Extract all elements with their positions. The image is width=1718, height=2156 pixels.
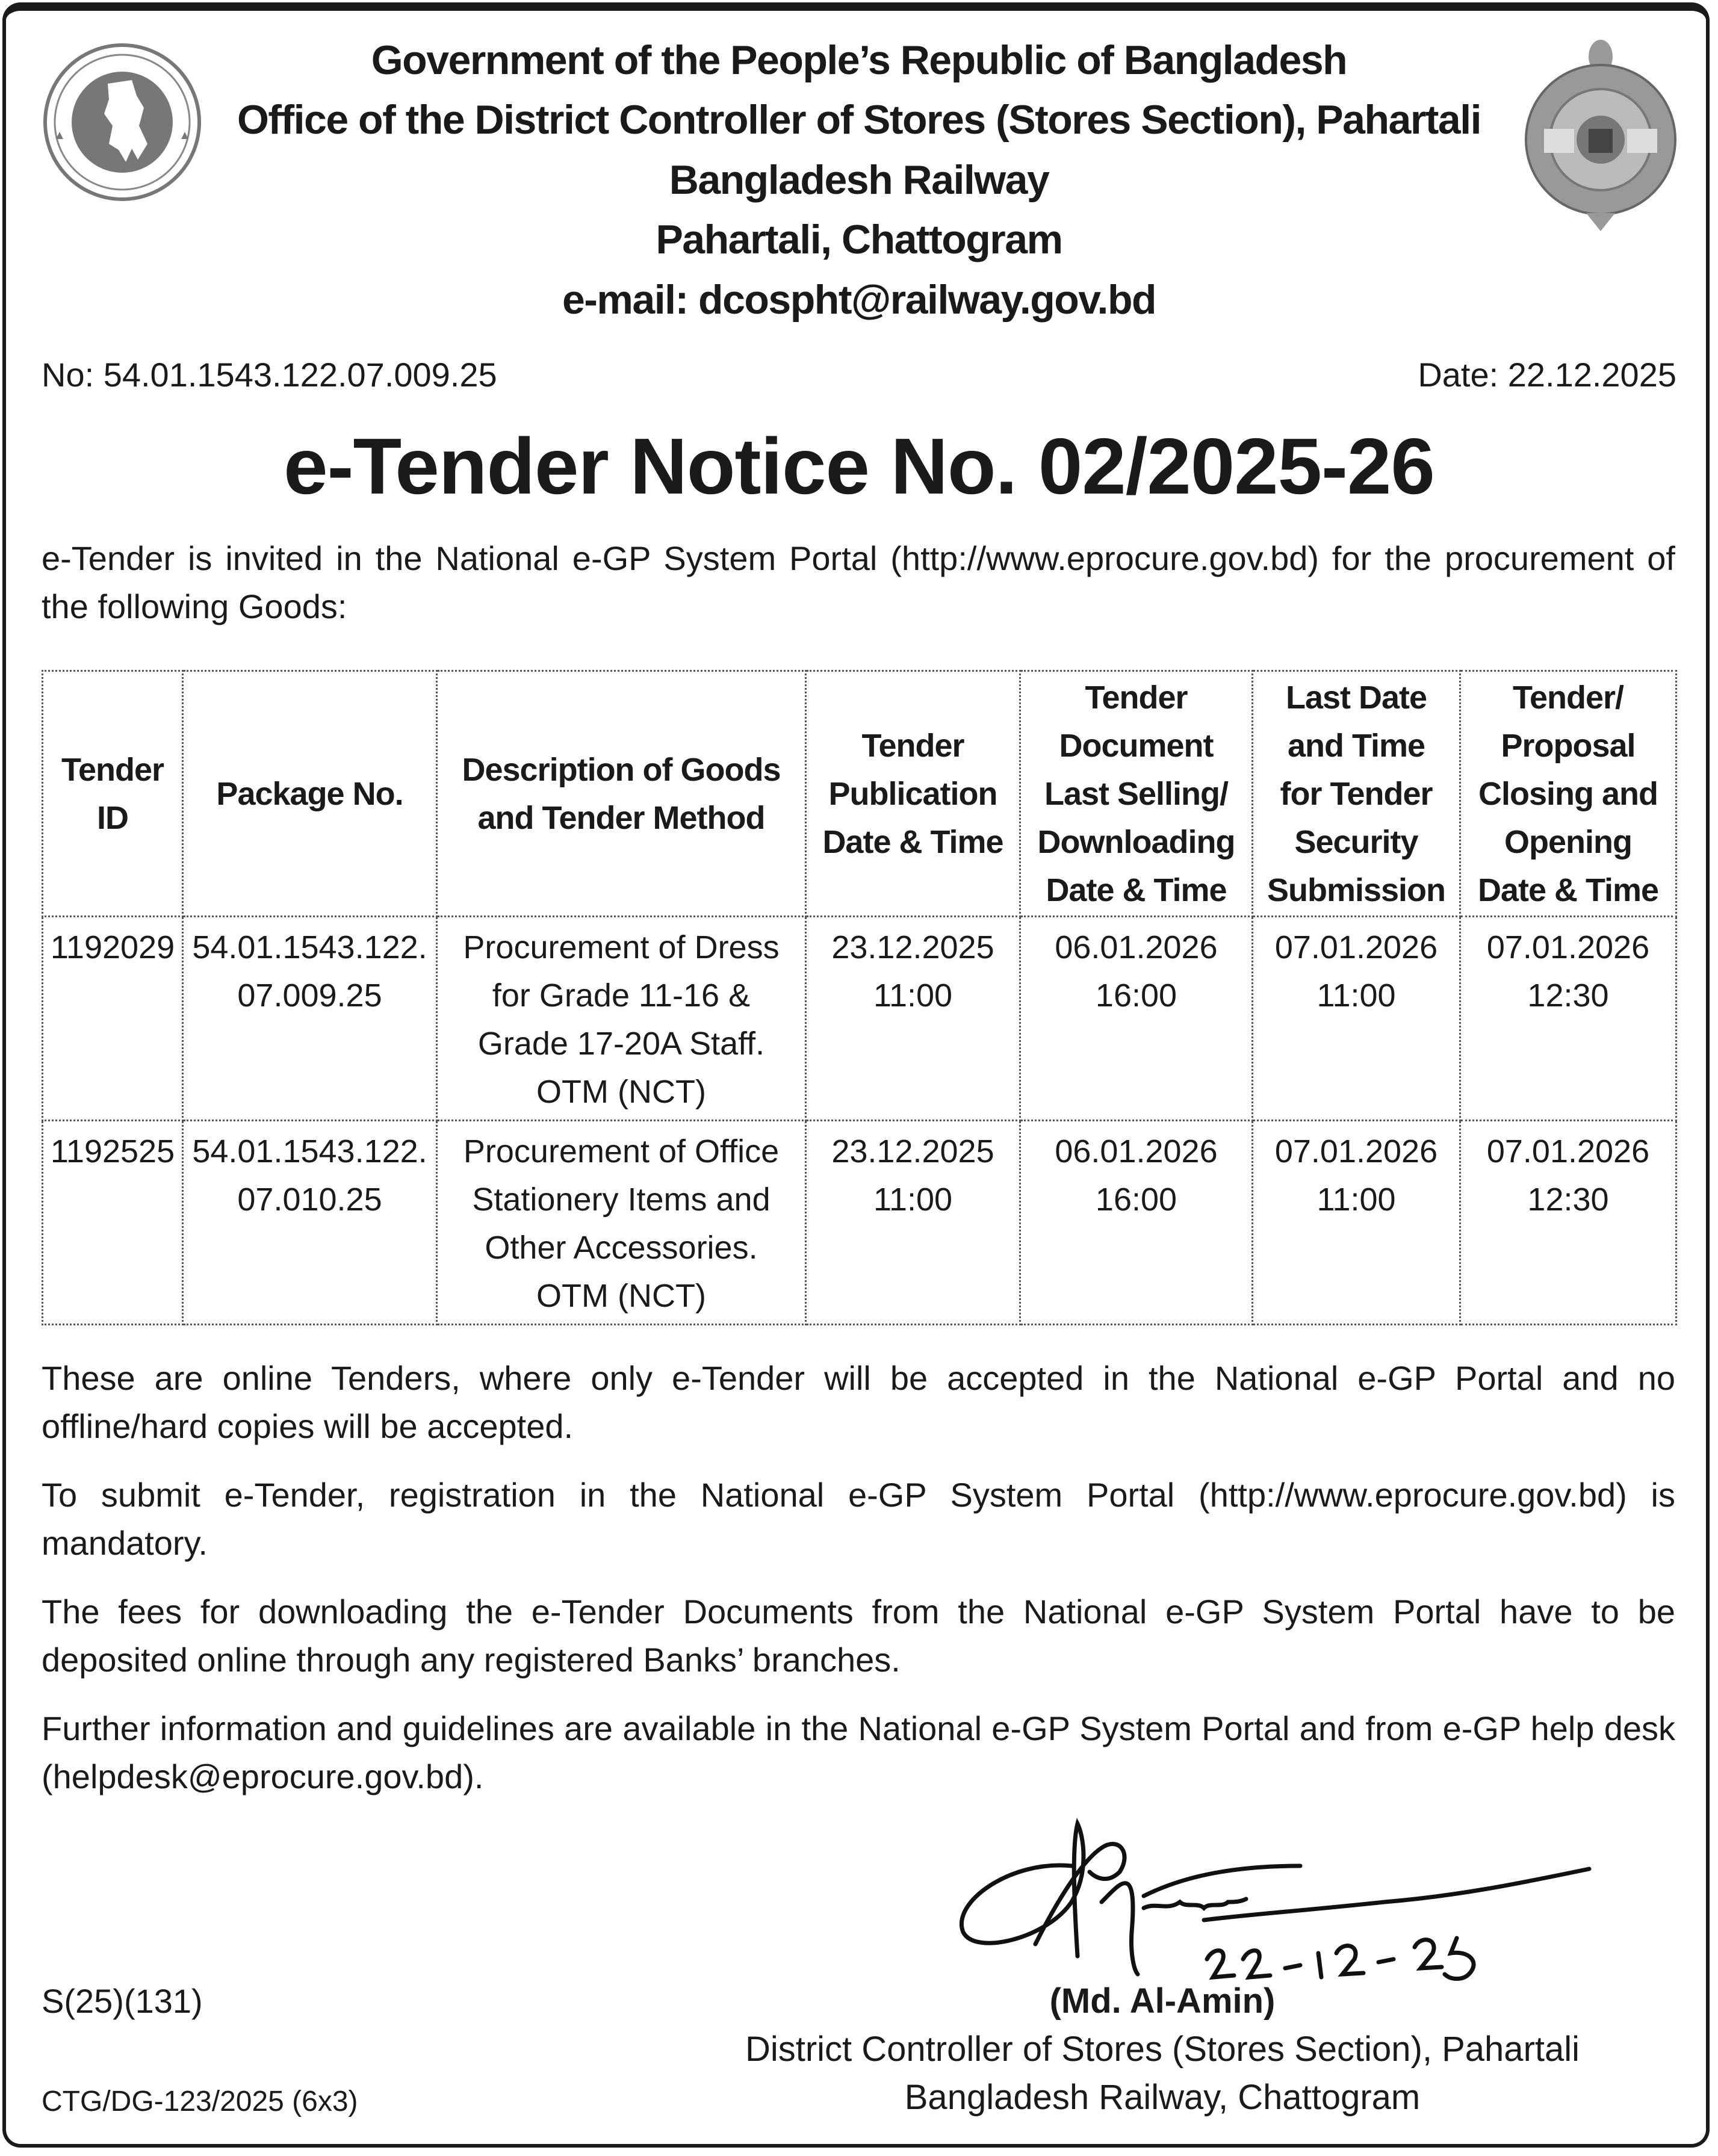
table-cell-line: 07.01.2026 [1274, 929, 1438, 965]
column-header-line: Proposal [1501, 727, 1636, 764]
column-header [1460, 671, 1676, 917]
signatory-name: (Md. Al-Amin) [1049, 1981, 1276, 2021]
table-cell [43, 1121, 183, 1325]
table-cell-line: 07.01.2026 [1486, 929, 1650, 965]
column-header-line: Date & Time [1477, 872, 1659, 908]
table-cell-line: Stationery Items and [472, 1182, 771, 1218]
column-header-line: ID [97, 799, 128, 836]
column-header-line: Tender/ [1512, 679, 1624, 716]
header-organization: Bangladesh Railway [669, 157, 1049, 203]
table-cell-line: 06.01.2026 [1055, 929, 1218, 965]
column-header [1253, 671, 1460, 917]
column-header-line: Document [1059, 727, 1214, 764]
column-header-line: and Tender Method [477, 799, 765, 836]
column-header [43, 671, 183, 917]
table-cell [806, 917, 1020, 1121]
reference-code: S(25)(131) [42, 1982, 203, 2020]
column-header-line: Downloading [1037, 823, 1235, 860]
table-row [43, 1121, 1676, 1325]
table-cell-line: 1192029 [50, 929, 175, 965]
paragraph-online-tenders: These are online Tenders, where only e-Tender will be accepted in the National e-GP Portal and no offline/hard copies will be accepted. [42, 1359, 1675, 1445]
table-row [43, 917, 1676, 1121]
paragraph-further-info: Further information and guidelines are available in the National e-GP System Portal and from e-GP help desk (helpdesk@eprocure.gov.bd). [42, 1709, 1675, 1795]
table-cell-line: 23.12.2025 [831, 1133, 994, 1169]
table-cell-line: 1192525 [50, 1133, 175, 1169]
table-cell-line: 16:00 [1095, 977, 1177, 1014]
table-cell-line: 12:30 [1527, 977, 1609, 1014]
column-header-line: for Tender [1280, 775, 1433, 812]
table-cell [1460, 917, 1676, 1121]
table-cell [1020, 1121, 1253, 1325]
table-cell [183, 1121, 437, 1325]
column-header-line: Date & Time [822, 823, 1003, 860]
signatory-designation: District Controller of Stores (Stores Section), Pahartali [745, 2030, 1580, 2069]
table-cell [183, 917, 437, 1121]
table-cell-line: 16:00 [1095, 1182, 1177, 1218]
table-cell-line: 12:30 [1527, 1182, 1609, 1218]
table-cell [43, 917, 183, 1121]
column-header-line: Package No. [216, 775, 403, 812]
table-cell-line: 07.010.25 [237, 1182, 382, 1218]
table-cell-line: Procurement of Office [463, 1133, 780, 1169]
header-government: Government of the People’s Republic of Bangladesh [371, 37, 1347, 83]
table-cell-line: 54.01.1543.122. [192, 929, 427, 965]
table-cell-line: 11:00 [873, 977, 953, 1014]
header-email: e-mail: dcospht@railway.gov.bd [562, 277, 1156, 323]
table-cell [437, 917, 806, 1121]
intro-paragraph: e-Tender is invited in the National e-GP System Portal (http://www.eprocure.gov.bd) for the procurement of the following Goods: [42, 539, 1675, 625]
memo-date: Date: 22.12.2025 [1418, 356, 1676, 394]
column-header-line: Last Date [1285, 679, 1427, 716]
table-cell-line: 11:00 [1316, 977, 1396, 1014]
column-header-line: Submission [1267, 872, 1446, 908]
table-cell-line: 54.01.1543.122. [192, 1133, 427, 1169]
column-header-line: Publication [828, 775, 997, 812]
table-cell-line: 07.01.2026 [1274, 1133, 1438, 1169]
publication-code: CTG/DG-123/2025 (6x3) [42, 2086, 358, 2117]
table-cell-line: 11:00 [873, 1182, 953, 1218]
signature-image [939, 1812, 1601, 1986]
column-header-line: and Time [1287, 727, 1425, 764]
memo-number: No: 54.01.1543.122.07.009.25 [42, 356, 497, 394]
column-header [437, 671, 806, 917]
column-header-line: Tender [1085, 679, 1188, 716]
table-cell-line: 23.12.2025 [831, 929, 994, 965]
table-cell [437, 1121, 806, 1325]
column-header-line: Security [1294, 823, 1418, 860]
table-cell-line: Grade 17-20A Staff. [477, 1026, 765, 1062]
column-header-line: Opening [1504, 823, 1632, 860]
table-cell-line: OTM (NCT) [536, 1278, 706, 1314]
table-cell [806, 1121, 1020, 1325]
header-location: Pahartali, Chattogram [656, 217, 1062, 262]
signatory-organization: Bangladesh Railway, Chattogram [904, 2078, 1421, 2117]
table-cell-line: 06.01.2026 [1055, 1133, 1218, 1169]
column-header-line: Description of Goods [462, 751, 781, 788]
table-cell-line: OTM (NCT) [536, 1074, 706, 1110]
column-header [183, 671, 437, 917]
table-cell-line: Other Accessories. [485, 1230, 758, 1266]
government-seal-logo [42, 42, 203, 203]
column-header [806, 671, 1020, 917]
table-cell [1460, 1121, 1676, 1325]
paragraph-fees: The fees for downloading the e-Tender Documents from the National e-GP System Portal have to be deposited online through any registered Banks’ branches. [42, 1593, 1675, 1679]
column-header-line: Date & Time [1046, 872, 1227, 908]
table-header-row [43, 671, 1676, 917]
table-cell-line: for Grade 11-16 & [492, 977, 751, 1014]
notice-title: e-Tender Notice No. 02/2025-26 [284, 422, 1434, 510]
column-header-line: Tender [61, 751, 164, 788]
column-header-line: Tender [861, 727, 964, 764]
table-cell [1253, 1121, 1460, 1325]
table-cell-line: 11:00 [1316, 1182, 1396, 1218]
header-office: Office of the District Controller of Stores (Stores Section), Pahartali [237, 97, 1481, 143]
table-cell-line: 07.009.25 [237, 977, 382, 1014]
tender-table [42, 670, 1677, 1325]
column-header [1020, 671, 1253, 917]
paragraph-registration: To submit e-Tender, registration in the National e-GP System Portal (http://www.eprocure.gov.bd) is mandatory. [42, 1476, 1675, 1562]
table-cell-line: 07.01.2026 [1486, 1133, 1650, 1169]
table-cell-line: Procurement of Dress [463, 929, 780, 965]
column-header-line: Closing and [1478, 775, 1658, 812]
table-cell [1020, 917, 1253, 1121]
column-header-line: Last Selling/ [1044, 775, 1229, 812]
table-cell [1253, 917, 1460, 1121]
bangladesh-railway-emblem-logo [1520, 39, 1681, 234]
